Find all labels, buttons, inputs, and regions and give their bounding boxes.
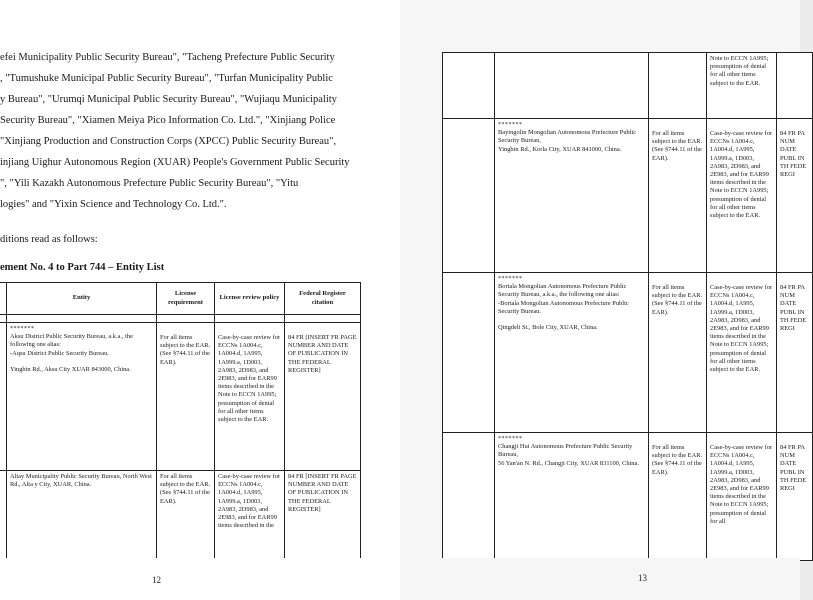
separator-stars: ******* [498,122,523,128]
table-row [0,323,361,471]
table-header-row [0,283,361,315]
entity-list-table [0,282,361,561]
entity-cell [495,433,649,561]
text-line: logies" and "Yixin Science and Technology Co. Ltd.". [0,199,227,210]
policy-cell: Case-by-case review for ECCNs 1A004.c, 1A004.d, 1A995, 1A999.a, 1D003, 2A983, 2D983, and 2E983, and for EAR99 items described in the Note to ECCN 1A995; presumption of denial for all other items subject to the EAR. [707,119,777,273]
country-cell [443,119,495,273]
entity-text: Altay Municipality Public Security Bureau, North West Rd., Alta y City, XUAR, China. [10,473,152,489]
table-row [443,53,813,119]
citation-cell [777,53,813,119]
separator-stars: ******* [498,276,523,282]
license-requirement-header: License requirement [157,283,215,315]
entity-text: Aksu District Public Security Bureau, a.k.a., the following one alias: -Aqsu District Public Security Bureau. Yingbin Rd., Aksu City XUAR 843000, China. [10,333,133,374]
country-cell [443,53,495,119]
entity-cell [7,323,157,471]
entity-text: Bayingolin Mongolian Autonomous Prefecture Public Security Bureau, Yingbin Rd., Korla City, XUAR 841000, China. [498,129,637,153]
license-cell: For all items subject to the EAR. (See §744.11 of the EAR). [649,119,707,273]
license-cell [649,53,707,119]
citation-cell: 84 FR PA NUM DATE PUBL IN TH FEDE REGI [777,433,813,561]
intro-text: ditions read as follows: [0,234,98,245]
license-cell: For all items subject to the EAR. (See §744.11 of the EAR). [157,323,215,471]
document-page-13 [400,0,807,600]
citation-cell: 84 FR PA NUM DATE PUBL IN TH FEDE REGI [777,273,813,433]
policy-cell: Case-by-case review for ECCNs 1A004.c, 1A004.d, 1A995, 1A999.a, 1D003, 2A983, 2D983, and 2E983, and for EAR99 items described in the Note to ECCN 1A995; presumption of denial for all other items subject to the EAR. [215,323,285,471]
country-cell [443,433,495,561]
citation-cell: 84 FR PA NUM DATE PUBL IN TH FEDE REGI [777,119,813,273]
entity-text: Changji Hui Autonomous Prefecture Public Security Bureau, 56 Yan'an N. Rd., Changji City, XUAR 831100, China. [498,443,639,467]
entity-cell [7,471,157,561]
document-page-12 [0,0,400,600]
text-line: injiang Uighur Autonomous Region (XUAR) People's Government Public Security [0,157,350,168]
table-row [443,119,813,273]
table-row [0,471,361,561]
text-line: Security Bureau", "Xiamen Meiya Pico Information Co. Ltd.", "Xinjiang Police [0,115,336,126]
policy-cell: Case-by-case review for ECCNs 1A004.c, 1A004.d, 1A995, 1A999.a, 1D003, 2A983, 2D983, and 2E983, and for EAR99 items described in the [215,471,285,561]
license-cell: For all items subject to the EAR. (See §744.11 of the EAR). [649,433,707,561]
text-line: ", "Yili Kazakh Autonomous Prefecture Public Security Bureau", "Yitu [0,178,299,189]
license-cell: For all items subject to the EAR. (See §744.11 of the EAR). [649,273,707,433]
page-number: 12 [152,575,161,585]
table-row [443,433,813,561]
policy-cell: Case-by-case review for ECCNs 1A004.c, 1A004.d, 1A995, 1A999.a, 1D003, 2A983, 2D983, and 2E983, and for EAR99 items described in the Note to ECCN 1A995; presumption of denial for all other items subject to the EAR. [707,273,777,433]
entity-cell [495,273,649,433]
table-row [443,273,813,433]
entity-cell [495,119,649,273]
entity-header: Entity [7,283,157,315]
body-text [0,47,395,215]
text-line: y Bureau", "Urumqi Municipal Public Security Bureau", "Wujiaqu Municipality [0,94,337,105]
country-cell [443,273,495,433]
citation-cell: 84 FR [INSERT FR PAGE NUMBER AND DATE OF PUBLICATION IN THE FEDERAL REGISTER] [285,323,361,471]
table-row [0,315,361,323]
page-number: 13 [638,573,647,583]
separator-stars: ******* [10,326,35,332]
text-line: efei Municipality Public Security Bureau", "Tacheng Prefecture Public Security [0,52,335,63]
license-cell: For all items subject to the EAR. (See §744.11 of the EAR). [157,471,215,561]
entity-list-table-continued [442,52,813,561]
policy-cell: Note to ECCN 1A995; presumption of denial for all other items subject to the EAR. [707,53,777,119]
policy-cell: Case-by-case review for ECCNs 1A004.c, 1A004.d, 1A995, 1A999.a, 1D003, 2A983, 2D983, and 2E983, and for EAR99 items described in the Note to ECCN 1A995; presumption of denial for all [707,433,777,561]
entity-text: Bortala Mongolian Autonomous Prefecture Public Security Bureau, a.k.a., the following one alias: -Bortala Mongolian Autonomous Prefecture Public Security Bureau. Qingdeli St., Bole City, XUAR, China. [498,283,629,332]
entity-cell [495,53,649,119]
separator-stars: ******* [498,436,523,442]
citation-cell: 84 FR [INSERT FR PAGE NUMBER AND DATE OF PUBLICATION IN THE FEDERAL REGISTER] [285,471,361,561]
supplement-title: ement No. 4 to Part 744 – Entity List [0,262,165,273]
text-line: , "Tumushuke Municipal Public Security Bureau", "Turfan Municipality Public [0,73,333,84]
text-line: "Xinjiang Production and Construction Corps (XPCC) Public Security Bureau", [0,136,337,147]
federal-register-citation-header: Federal Register citation [285,283,361,315]
license-review-policy-header: License review policy [215,283,285,315]
